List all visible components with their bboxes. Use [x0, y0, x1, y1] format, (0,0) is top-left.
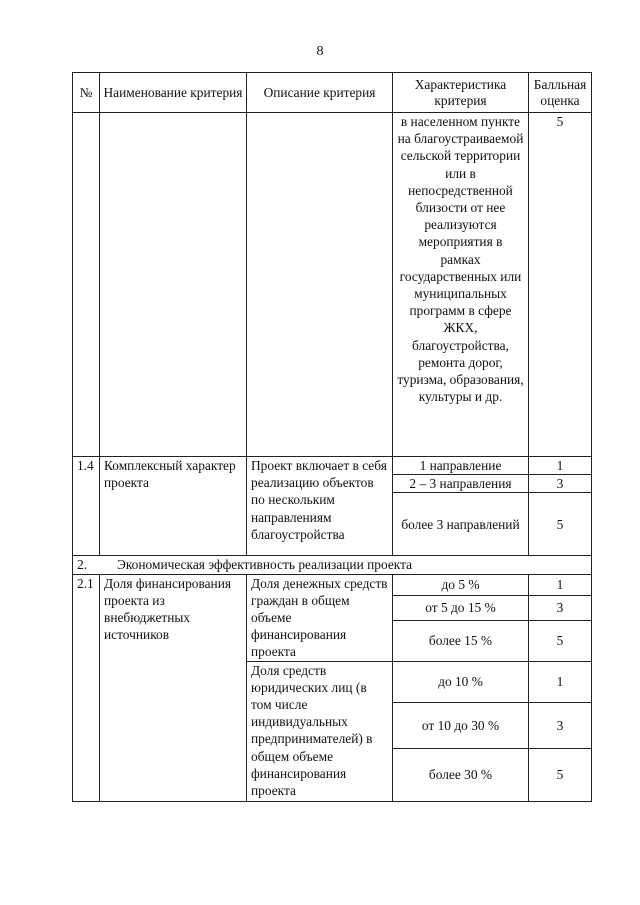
cell-empty — [247, 113, 393, 457]
cell-characteristic: более 3 направлений — [393, 493, 529, 556]
section-row — [73, 556, 592, 574]
cell-score: 5 — [529, 620, 592, 661]
cell-description: Проект включает в себя реализацию объектов по нескольким направлениям благоустройства — [247, 457, 393, 556]
cell-score: 3 — [529, 596, 592, 621]
section-title-cell — [73, 556, 592, 574]
cell-no: 1.4 — [73, 457, 100, 556]
section-title: Экономическая эффективность реализации проекта — [117, 557, 413, 573]
cell-score: 3 — [529, 475, 592, 493]
table-row — [73, 574, 592, 595]
header-no: № — [73, 73, 100, 113]
cell-score: 5 — [529, 748, 592, 801]
cell-characteristic: в населенном пункте на благоустраиваемой сельской территории или в непосредственной близости от нее реализуются мероприятия в рамках государственных или муниципальных программ в сфере ЖКХ, благоустройства, ремонта дорог, туризма, образования, культуры и др. — [393, 113, 529, 457]
cell-score: 1 — [529, 457, 592, 475]
cell-characteristic: более 15 % — [393, 620, 529, 661]
cell-score: 1 — [529, 574, 592, 595]
cell-characteristic: 1 направление — [393, 457, 529, 475]
table-row — [73, 457, 592, 475]
cell-score: 5 — [529, 493, 592, 556]
page-number: 8 — [316, 44, 324, 59]
cell-no: 2.1 — [73, 574, 100, 801]
cell-score: 1 — [529, 661, 592, 702]
cell-characteristic: до 10 % — [393, 661, 529, 702]
cell-characteristic: 2 – 3 направления — [393, 475, 529, 493]
cell-characteristic: более 30 % — [393, 748, 529, 801]
cell-empty — [73, 113, 100, 457]
cell-characteristic: от 5 до 15 % — [393, 596, 529, 621]
cell-score: 3 — [529, 702, 592, 748]
cell-name: Комплексный характер проекта — [100, 457, 247, 556]
cell-characteristic: до 5 % — [393, 574, 529, 595]
table-header-row — [73, 73, 592, 113]
header-name: Наименование критерия — [100, 73, 247, 113]
cell-name: Доля финансирования проекта из внебюджетных источников — [100, 574, 247, 801]
header-characteristic: Характеристика критерия — [393, 73, 529, 113]
table-row — [73, 113, 592, 457]
header-description: Описание критерия — [247, 73, 393, 113]
cell-description: Доля средств юридических лиц (в том числе индивидуальных предпринимателей) в общем объеме финансирования проекта — [247, 661, 393, 801]
cell-empty — [100, 113, 247, 457]
criteria-table — [72, 72, 592, 802]
header-score: Балльная оценка — [529, 73, 592, 113]
section-number: 2. — [77, 557, 88, 573]
cell-description: Доля денежных средств граждан в общем объеме финансирования проекта — [247, 574, 393, 661]
cell-characteristic: от 10 до 30 % — [393, 702, 529, 748]
cell-score: 5 — [529, 113, 592, 457]
